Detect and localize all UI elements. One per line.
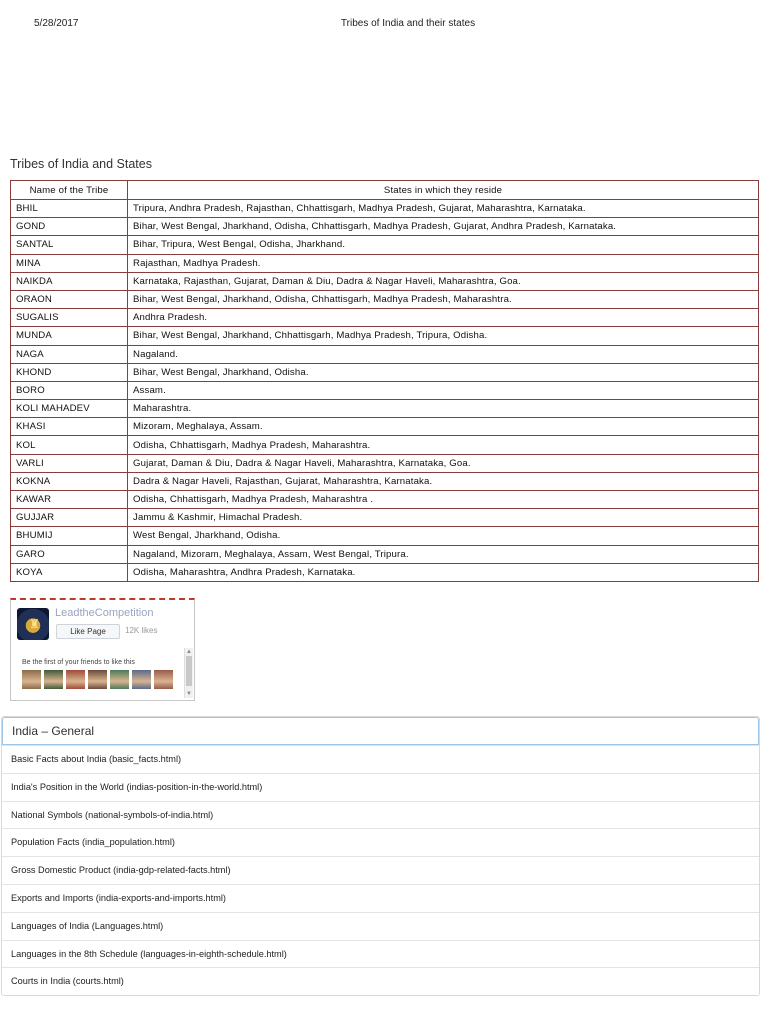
friends-text: Be the first of your friends to like this <box>22 659 135 666</box>
tribe-states-cell: Bihar, West Bengal, Jharkhand, Odisha, Chhattisgarh, Madhya Pradesh, Gujarat, Andhra Pradesh, Karnataka. <box>128 218 759 236</box>
tribe-states-cell: Nagaland. <box>128 345 759 363</box>
table-row <box>11 400 759 418</box>
table-row <box>11 491 759 509</box>
tribe-states-cell: Bihar, West Bengal, Jharkhand, Odisha, Chhattisgarh, Madhya Pradesh, Maharashtra. <box>128 290 759 308</box>
tribe-name-cell: ORAON <box>11 290 128 308</box>
tribe-name-cell: KOKNA <box>11 472 128 490</box>
tribe-name-cell: KOLI MAHADEV <box>11 400 128 418</box>
table-row <box>11 472 759 490</box>
table-row <box>11 509 759 527</box>
tribes-table <box>10 180 759 582</box>
tribe-states-cell: West Bengal, Jharkhand, Odisha. <box>128 527 759 545</box>
table-header-row <box>11 181 759 200</box>
tribe-states-cell: Tripura, Andhra Pradesh, Rajasthan, Chhattisgarh, Madhya Pradesh, Gujarat, Maharashtra, Karnataka. <box>128 200 759 218</box>
table-row <box>11 290 759 308</box>
friend-avatars <box>22 670 173 689</box>
like-count: 12K likes <box>125 626 158 635</box>
widget-scrollbar[interactable] <box>184 648 193 698</box>
tribe-states-cell: Karnataka, Rajasthan, Gujarat, Daman & Diu, Dadra & Nagar Haveli, Maharashtra, Goa. <box>128 272 759 290</box>
scroll-up-icon[interactable]: ▲ <box>186 649 192 655</box>
table-row <box>11 218 759 236</box>
logo-emblem-icon: ♜ <box>29 617 40 631</box>
table-row <box>11 454 759 472</box>
table-row <box>11 436 759 454</box>
tribe-name-cell: NAGA <box>11 345 128 363</box>
panel-link-item[interactable]: Exports and Imports (india-exports-and-imports.html) <box>2 884 759 912</box>
friend-avatar[interactable] <box>22 670 41 689</box>
friend-avatar[interactable] <box>154 670 173 689</box>
tribe-name-cell: SUGALIS <box>11 309 128 327</box>
table-row <box>11 236 759 254</box>
print-header <box>0 18 768 32</box>
table-row <box>11 527 759 545</box>
tribe-name-cell: KAWAR <box>11 491 128 509</box>
tribe-states-cell: Bihar, West Bengal, Jharkhand, Odisha. <box>128 363 759 381</box>
print-title: Tribes of India and their states <box>340 18 476 29</box>
table-row <box>11 381 759 399</box>
table-row <box>11 254 759 272</box>
india-general-panel <box>1 716 760 996</box>
friend-avatar[interactable] <box>88 670 107 689</box>
panel-link-item[interactable]: India's Position in the World (indias-position-in-the-world.html) <box>2 773 759 801</box>
panel-link-item[interactable]: Languages of India (Languages.html) <box>2 912 759 940</box>
tribe-states-cell: Jammu & Kashmir, Himachal Pradesh. <box>128 509 759 527</box>
panel-link-item[interactable]: National Symbols (national-symbols-of-india.html) <box>2 801 759 829</box>
tribe-states-cell: Gujarat, Daman & Diu, Dadra & Nagar Haveli, Maharashtra, Karnataka, Goa. <box>128 454 759 472</box>
panel-link-item[interactable]: Basic Facts about India (basic_facts.html) <box>2 745 759 773</box>
table-row <box>11 309 759 327</box>
tribe-states-cell: Bihar, West Bengal, Jharkhand, Chhattisgarh, Madhya Pradesh, Tripura, Odisha. <box>128 327 759 345</box>
tribe-states-cell: Odisha, Maharashtra, Andhra Pradesh, Karnataka. <box>128 563 759 581</box>
tribe-name-cell: GARO <box>11 545 128 563</box>
tribe-name-cell: GUJJAR <box>11 509 128 527</box>
panel-link-item[interactable]: Gross Domestic Product (india-gdp-related-facts.html) <box>2 856 759 884</box>
tribe-states-cell: Mizoram, Meghalaya, Assam. <box>128 418 759 436</box>
tribe-name-cell: MUNDA <box>11 327 128 345</box>
tribe-name-cell: KHOND <box>11 363 128 381</box>
panel-link-item[interactable]: Population Facts (india_population.html) <box>2 828 759 856</box>
facebook-page-widget <box>10 598 195 701</box>
page-logo[interactable] <box>17 608 49 640</box>
section-title: Tribes of India and States <box>10 157 152 171</box>
tribe-name-cell: KHASI <box>11 418 128 436</box>
table-row <box>11 272 759 290</box>
friend-avatar[interactable] <box>44 670 63 689</box>
table-row <box>11 563 759 581</box>
table-row <box>11 545 759 563</box>
friend-avatar[interactable] <box>66 670 85 689</box>
tribe-states-cell: Assam. <box>128 381 759 399</box>
panel-link-item[interactable]: Courts in India (courts.html) <box>2 967 759 995</box>
tribe-states-cell: Rajasthan, Madhya Pradesh. <box>128 254 759 272</box>
tribe-name-cell: BHUMIJ <box>11 527 128 545</box>
tribe-name-cell: KOYA <box>11 563 128 581</box>
scroll-thumb[interactable] <box>186 656 192 686</box>
column-header-tribe: Name of the Tribe <box>11 181 128 200</box>
tribe-states-cell: Odisha, Chhattisgarh, Madhya Pradesh, Maharashtra. <box>128 436 759 454</box>
panel-link-list <box>2 745 759 995</box>
tribe-name-cell: VARLI <box>11 454 128 472</box>
tribe-states-cell: Bihar, Tripura, West Bengal, Odisha, Jharkhand. <box>128 236 759 254</box>
tribes-table-body <box>11 200 759 582</box>
tribe-states-cell: Andhra Pradesh. <box>128 309 759 327</box>
tribe-name-cell: BHIL <box>11 200 128 218</box>
table-row <box>11 418 759 436</box>
like-page-button[interactable]: Like Page <box>56 624 120 639</box>
widget-page-name[interactable]: LeadtheCompetition <box>55 607 154 619</box>
friend-avatar[interactable] <box>132 670 151 689</box>
friend-avatar[interactable] <box>110 670 129 689</box>
tribe-states-cell: Dadra & Nagar Haveli, Rajasthan, Gujarat, Maharashtra, Karnataka. <box>128 472 759 490</box>
tribe-name-cell: GOND <box>11 218 128 236</box>
tribe-name-cell: MINA <box>11 254 128 272</box>
tribe-states-cell: Odisha, Chhattisgarh, Madhya Pradesh, Maharashtra . <box>128 491 759 509</box>
tribe-name-cell: SANTAL <box>11 236 128 254</box>
table-row <box>11 363 759 381</box>
tribe-name-cell: BORO <box>11 381 128 399</box>
table-row <box>11 200 759 218</box>
tribe-name-cell: KOL <box>11 436 128 454</box>
table-row <box>11 327 759 345</box>
column-header-states: States in which they reside <box>128 181 759 200</box>
tribe-states-cell: Nagaland, Mizoram, Meghalaya, Assam, West Bengal, Tripura. <box>128 545 759 563</box>
tribe-states-cell: Maharashtra. <box>128 400 759 418</box>
tribe-name-cell: NAIKDA <box>11 272 128 290</box>
print-date: 5/28/2017 <box>34 18 79 29</box>
table-row <box>11 345 759 363</box>
panel-heading: India – General <box>2 717 759 745</box>
panel-link-item[interactable]: Languages in the 8th Schedule (languages-in-eighth-schedule.html) <box>2 940 759 968</box>
scroll-down-icon[interactable]: ▼ <box>186 691 192 697</box>
